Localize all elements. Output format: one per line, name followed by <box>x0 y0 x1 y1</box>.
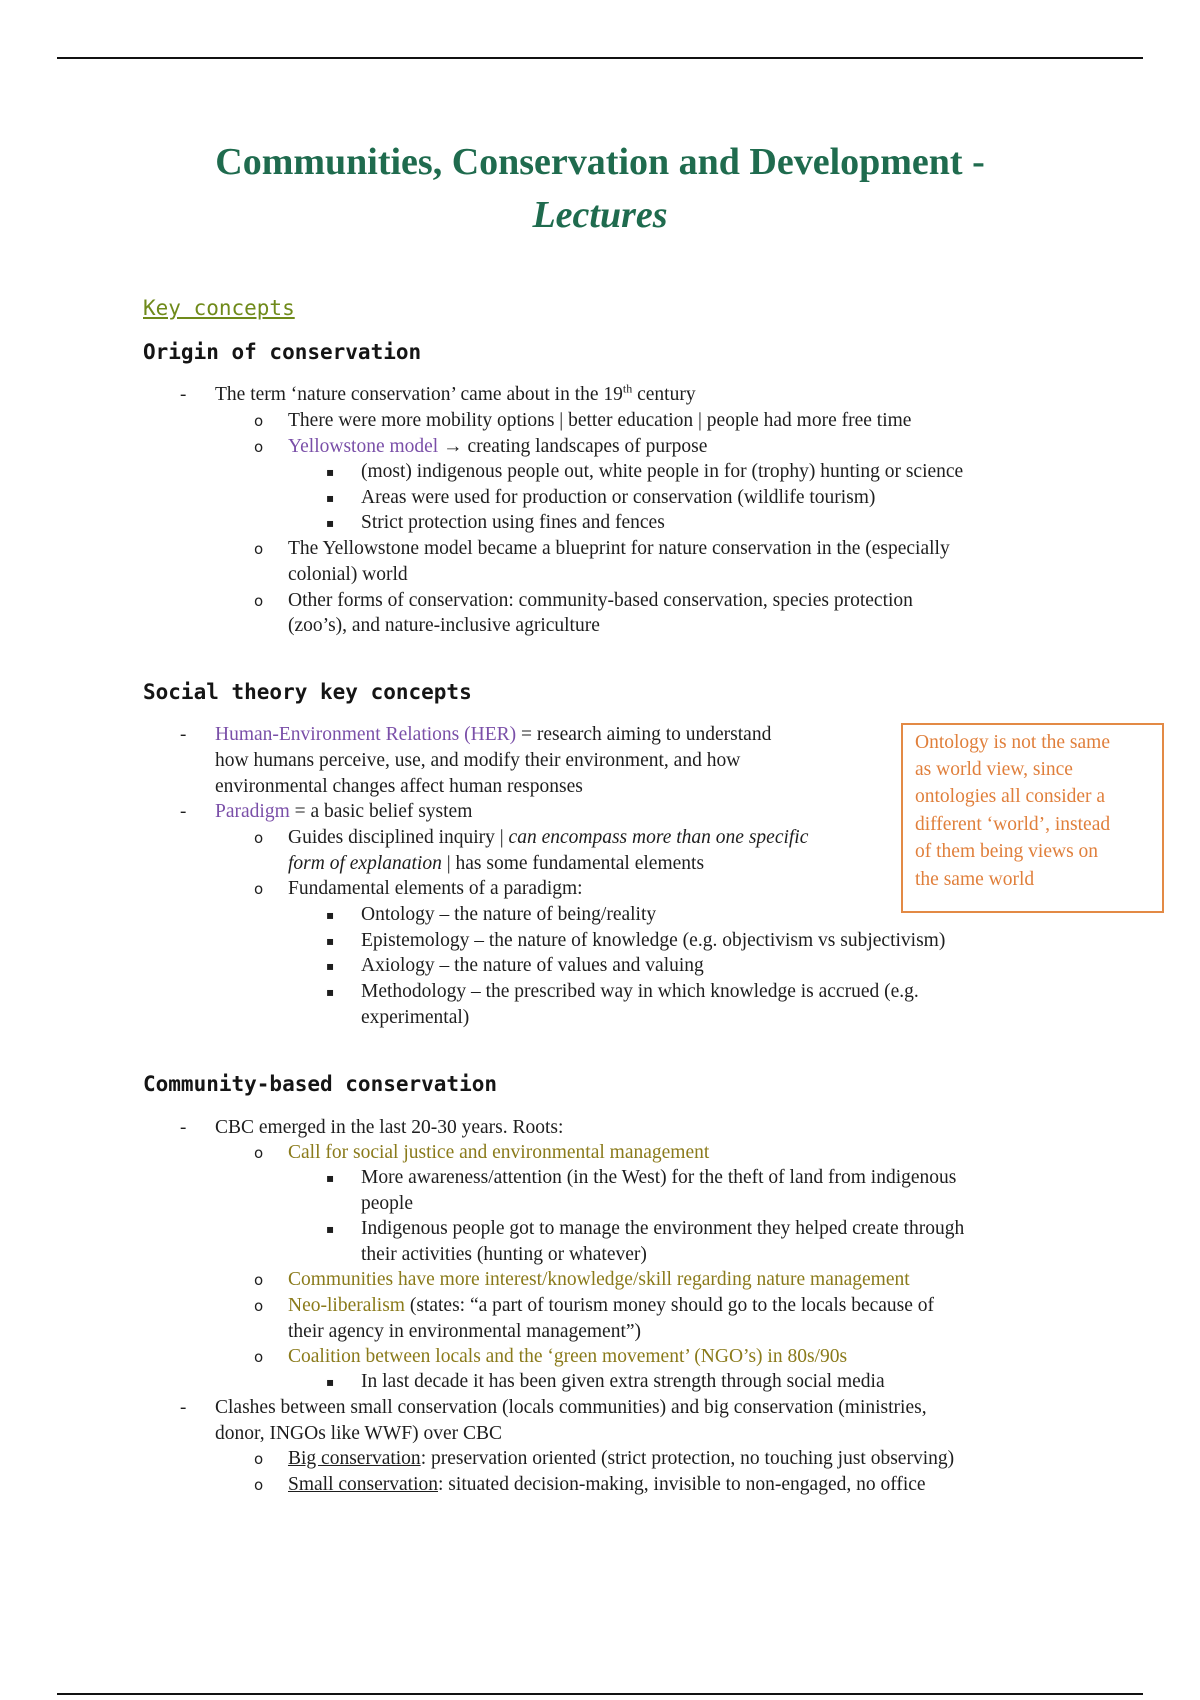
circle-bullet: o <box>254 1450 264 1468</box>
cbc-bullet-2-line2: donor, INGOs like WWF) over CBC <box>215 1423 502 1444</box>
paradigm-guides-line2: form of explanation | has some fundamental elements <box>288 853 705 874</box>
cbc-root-item: Indigenous people got to manage the environment they helped create through <box>361 1218 965 1239</box>
key-concepts-heading: Key concepts <box>143 296 295 320</box>
paradigm-element-continued: experimental) <box>361 1007 470 1028</box>
origin-heading: Origin of conservation <box>143 340 422 364</box>
origin-subbullet-2: Yellowstone model → creating landscapes of purpose <box>288 436 708 457</box>
paradigm-guides-line1: Guides disciplined inquiry | can encompass more than one specific <box>288 827 809 848</box>
origin-subbullet-4-line1: Other forms of conservation: community-based conservation, species protection <box>288 590 913 611</box>
square-bullet: ▪ <box>326 985 335 999</box>
dash-bullet: - <box>180 801 187 822</box>
circle-bullet: o <box>254 1271 264 1289</box>
square-bullet: ▪ <box>326 934 335 948</box>
ontology-note-line: ontologies all consider a <box>915 786 1106 807</box>
paradigm-element: Ontology – the nature of being/reality <box>361 904 657 925</box>
paradigm-element: Axiology – the nature of values and valuing <box>361 955 704 976</box>
yellowstone-item: Areas were used for production or conservation (wildlife tourism) <box>361 487 876 508</box>
her-definition-line1: Human-Environment Relations (HER) = research aiming to understand <box>215 724 772 745</box>
small-conservation-term: Small conservation <box>288 1474 439 1495</box>
square-bullet: ▪ <box>326 959 335 973</box>
paradigm-element: Methodology – the prescribed way in which knowledge is accrued (e.g. <box>361 981 919 1002</box>
circle-bullet: o <box>254 1297 264 1315</box>
paradigm-definition: Paradigm = a basic belief system <box>215 801 473 822</box>
cbc-root-neoliberalism-line2: their agency in environmental management”) <box>288 1321 642 1342</box>
page-subtitle: Lectures <box>532 194 668 236</box>
origin-subbullet-3-line2: colonial) world <box>288 564 408 585</box>
cbc-root-communities: Communities have more interest/knowledge/skill regarding nature management <box>288 1269 910 1290</box>
circle-bullet: o <box>254 1144 264 1162</box>
ontology-note-line: the same world <box>915 869 1035 890</box>
cbc-root-coalition: Coalition between locals and the ‘green movement’ (NGO’s) in 80s/90s <box>288 1346 848 1367</box>
origin-subbullet-1: There were more mobility options | better education | people had more free time <box>288 410 912 431</box>
square-bullet: ▪ <box>326 1375 335 1389</box>
cbc-bullet-2-line1: Clashes between small conservation (locals communities) and big conservation (ministries, <box>215 1397 927 1418</box>
yellowstone-item: Strict protection using fines and fences <box>361 512 665 533</box>
square-bullet: ▪ <box>326 1171 335 1185</box>
origin-bullet-1: The term ‘nature conservation’ came about in the 19th century <box>215 381 696 405</box>
square-bullet: ▪ <box>326 491 335 505</box>
circle-bullet: o <box>254 438 264 456</box>
small-conservation-definition: Small conservation: situated decision-making, invisible to non-engaged, no office <box>288 1474 926 1495</box>
circle-bullet: o <box>254 412 264 430</box>
her-definition-line3: environmental changes affect human responses <box>215 776 583 797</box>
circle-bullet: o <box>254 829 264 847</box>
origin-subbullet-3-line1: The Yellowstone model became a blueprint for nature conservation in the (especially <box>288 538 950 559</box>
yellowstone-item: (most) indigenous people out, white people in for (trophy) hunting or science <box>361 461 964 482</box>
her-term: Human-Environment Relations (HER) <box>215 724 517 745</box>
cbc-root-item-continued: people <box>361 1193 413 1214</box>
ontology-note-line: different ‘world’, instead <box>915 814 1111 835</box>
circle-bullet: o <box>254 1348 264 1366</box>
page-title: Communities, Conservation and Development - <box>215 141 985 183</box>
circle-bullet: o <box>254 540 264 558</box>
circle-bullet: o <box>254 592 264 610</box>
big-conservation-definition: Big conservation: preservation oriented (strict protection, no touching just observing) <box>288 1448 955 1469</box>
circle-bullet: o <box>254 1476 264 1494</box>
ontology-note-line: as world view, since <box>915 759 1073 780</box>
square-bullet: ▪ <box>326 465 335 479</box>
paradigm-fundamental: Fundamental elements of a paradigm: <box>288 878 583 899</box>
dash-bullet: - <box>180 1117 187 1138</box>
ontology-note-line: of them being views on <box>915 841 1099 862</box>
cbc-bullet-1: CBC emerged in the last 20-30 years. Roots: <box>215 1117 564 1138</box>
big-conservation-term: Big conservation <box>288 1448 421 1469</box>
paradigm-term: Paradigm <box>215 801 290 822</box>
ontology-note-line: Ontology is not the same <box>915 732 1110 753</box>
cbc-root-item: More awareness/attention (in the West) for the theft of land from indigenous <box>361 1167 957 1188</box>
cbc-root-item-continued: their activities (hunting or whatever) <box>361 1244 647 1265</box>
origin-subbullet-4-line2: (zoo’s), and nature-inclusive agriculture <box>288 615 600 636</box>
cbc-root-neoliberalism-line1: Neo-liberalism (states: “a part of tourism money should go to the locals because of <box>288 1295 935 1316</box>
social-theory-heading: Social theory key concepts <box>143 680 472 704</box>
cbc-root-social-justice: Call for social justice and environmental management <box>288 1142 710 1163</box>
cbc-coalition-item: In last decade it has been given extra strength through social media <box>361 1371 885 1392</box>
top-rule <box>57 57 1143 59</box>
cbc-heading: Community-based conservation <box>143 1072 498 1096</box>
neo-liberalism-term: Neo-liberalism <box>288 1295 405 1316</box>
circle-bullet: o <box>254 880 264 898</box>
square-bullet: ▪ <box>326 1222 335 1236</box>
dash-bullet: - <box>180 384 187 405</box>
square-bullet: ▪ <box>326 516 335 530</box>
square-bullet: ▪ <box>326 908 335 922</box>
paradigm-element: Epistemology – the nature of knowledge (e.g. objectivism vs subjectivism) <box>361 930 946 951</box>
yellowstone-model-term: Yellowstone model <box>288 436 439 457</box>
dash-bullet: - <box>180 1397 187 1418</box>
bottom-rule <box>57 1693 1143 1695</box>
her-definition-line2: how humans perceive, use, and modify their environment, and how <box>215 750 741 771</box>
dash-bullet: - <box>180 724 187 745</box>
